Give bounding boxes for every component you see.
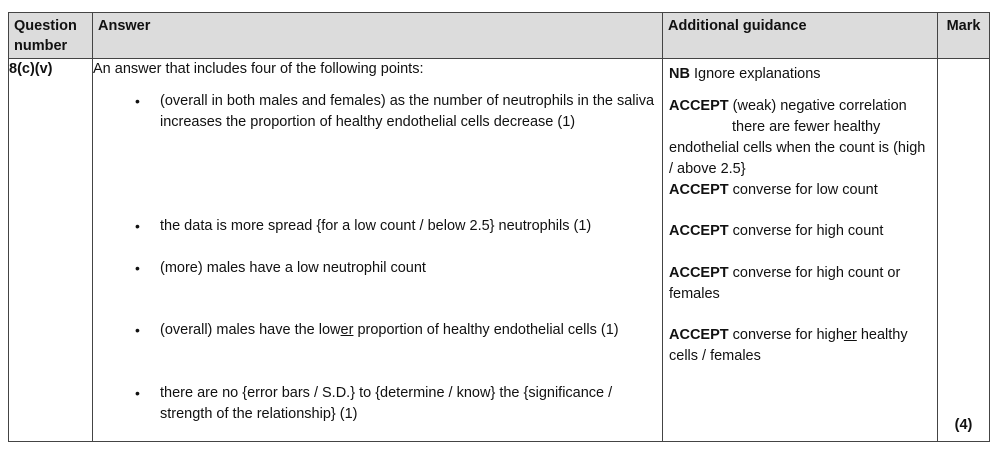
answer-row — [9, 59, 990, 442]
answer-point-2: • the data is more spread {for a low count / below 2.5} neutrophils (1) — [99, 216, 656, 237]
guidance-correlation: ACCEPT (weak) negative correlation there are fewer healthy endothelial cells when the count is (high / above 2.5} ACCEPT converse for low count — [669, 96, 933, 201]
header-additional-guidance: Additional guidance — [663, 13, 938, 59]
header-row — [9, 13, 990, 59]
mark-value: (4) — [954, 417, 973, 433]
bullet-icon: • — [135, 322, 140, 338]
header-question-number: Question number — [9, 13, 93, 59]
answer-point-1: • (overall in both males and females) as the number of neutrophils in the saliva increases the proportion of healthy endothelial cells decrease (1) — [135, 93, 655, 130]
bullet-icon: • — [135, 260, 140, 276]
guidance-cell — [663, 59, 938, 442]
answer-intro: An answer that includes four of the following points: — [93, 61, 424, 77]
header-answer: Answer — [93, 13, 663, 59]
guidance-nb: NB Ignore explanations — [669, 66, 821, 82]
guidance-high-count: ACCEPT converse for high count — [669, 223, 884, 239]
guidance-low-count: ACCEPT converse for low count — [669, 182, 878, 198]
answer-point-3: • (more) males have a low neutrophil count — [99, 258, 656, 279]
answer-point-5: • there are no {error bars / S.D.} to {determine / know} the {significance / strength of the relationship} (1) — [135, 385, 613, 422]
guidance-high-count-females: ACCEPT converse for high count or females — [669, 265, 901, 302]
mark-cell — [938, 59, 990, 442]
answer-point-4: • (overall) males have the lower proportion of healthy endothelial cells (1) — [99, 320, 656, 341]
header-mark: Mark — [938, 13, 990, 59]
question-number: 8(c)(v) — [9, 59, 93, 442]
bullet-icon: • — [135, 218, 140, 234]
mark-scheme-table — [8, 12, 990, 442]
bullet-icon: • — [135, 385, 140, 401]
answer-cell — [93, 59, 663, 442]
guidance-higher-cells: ACCEPT converse for higher healthy cells / females — [669, 327, 908, 364]
bullet-icon: • — [135, 93, 140, 109]
